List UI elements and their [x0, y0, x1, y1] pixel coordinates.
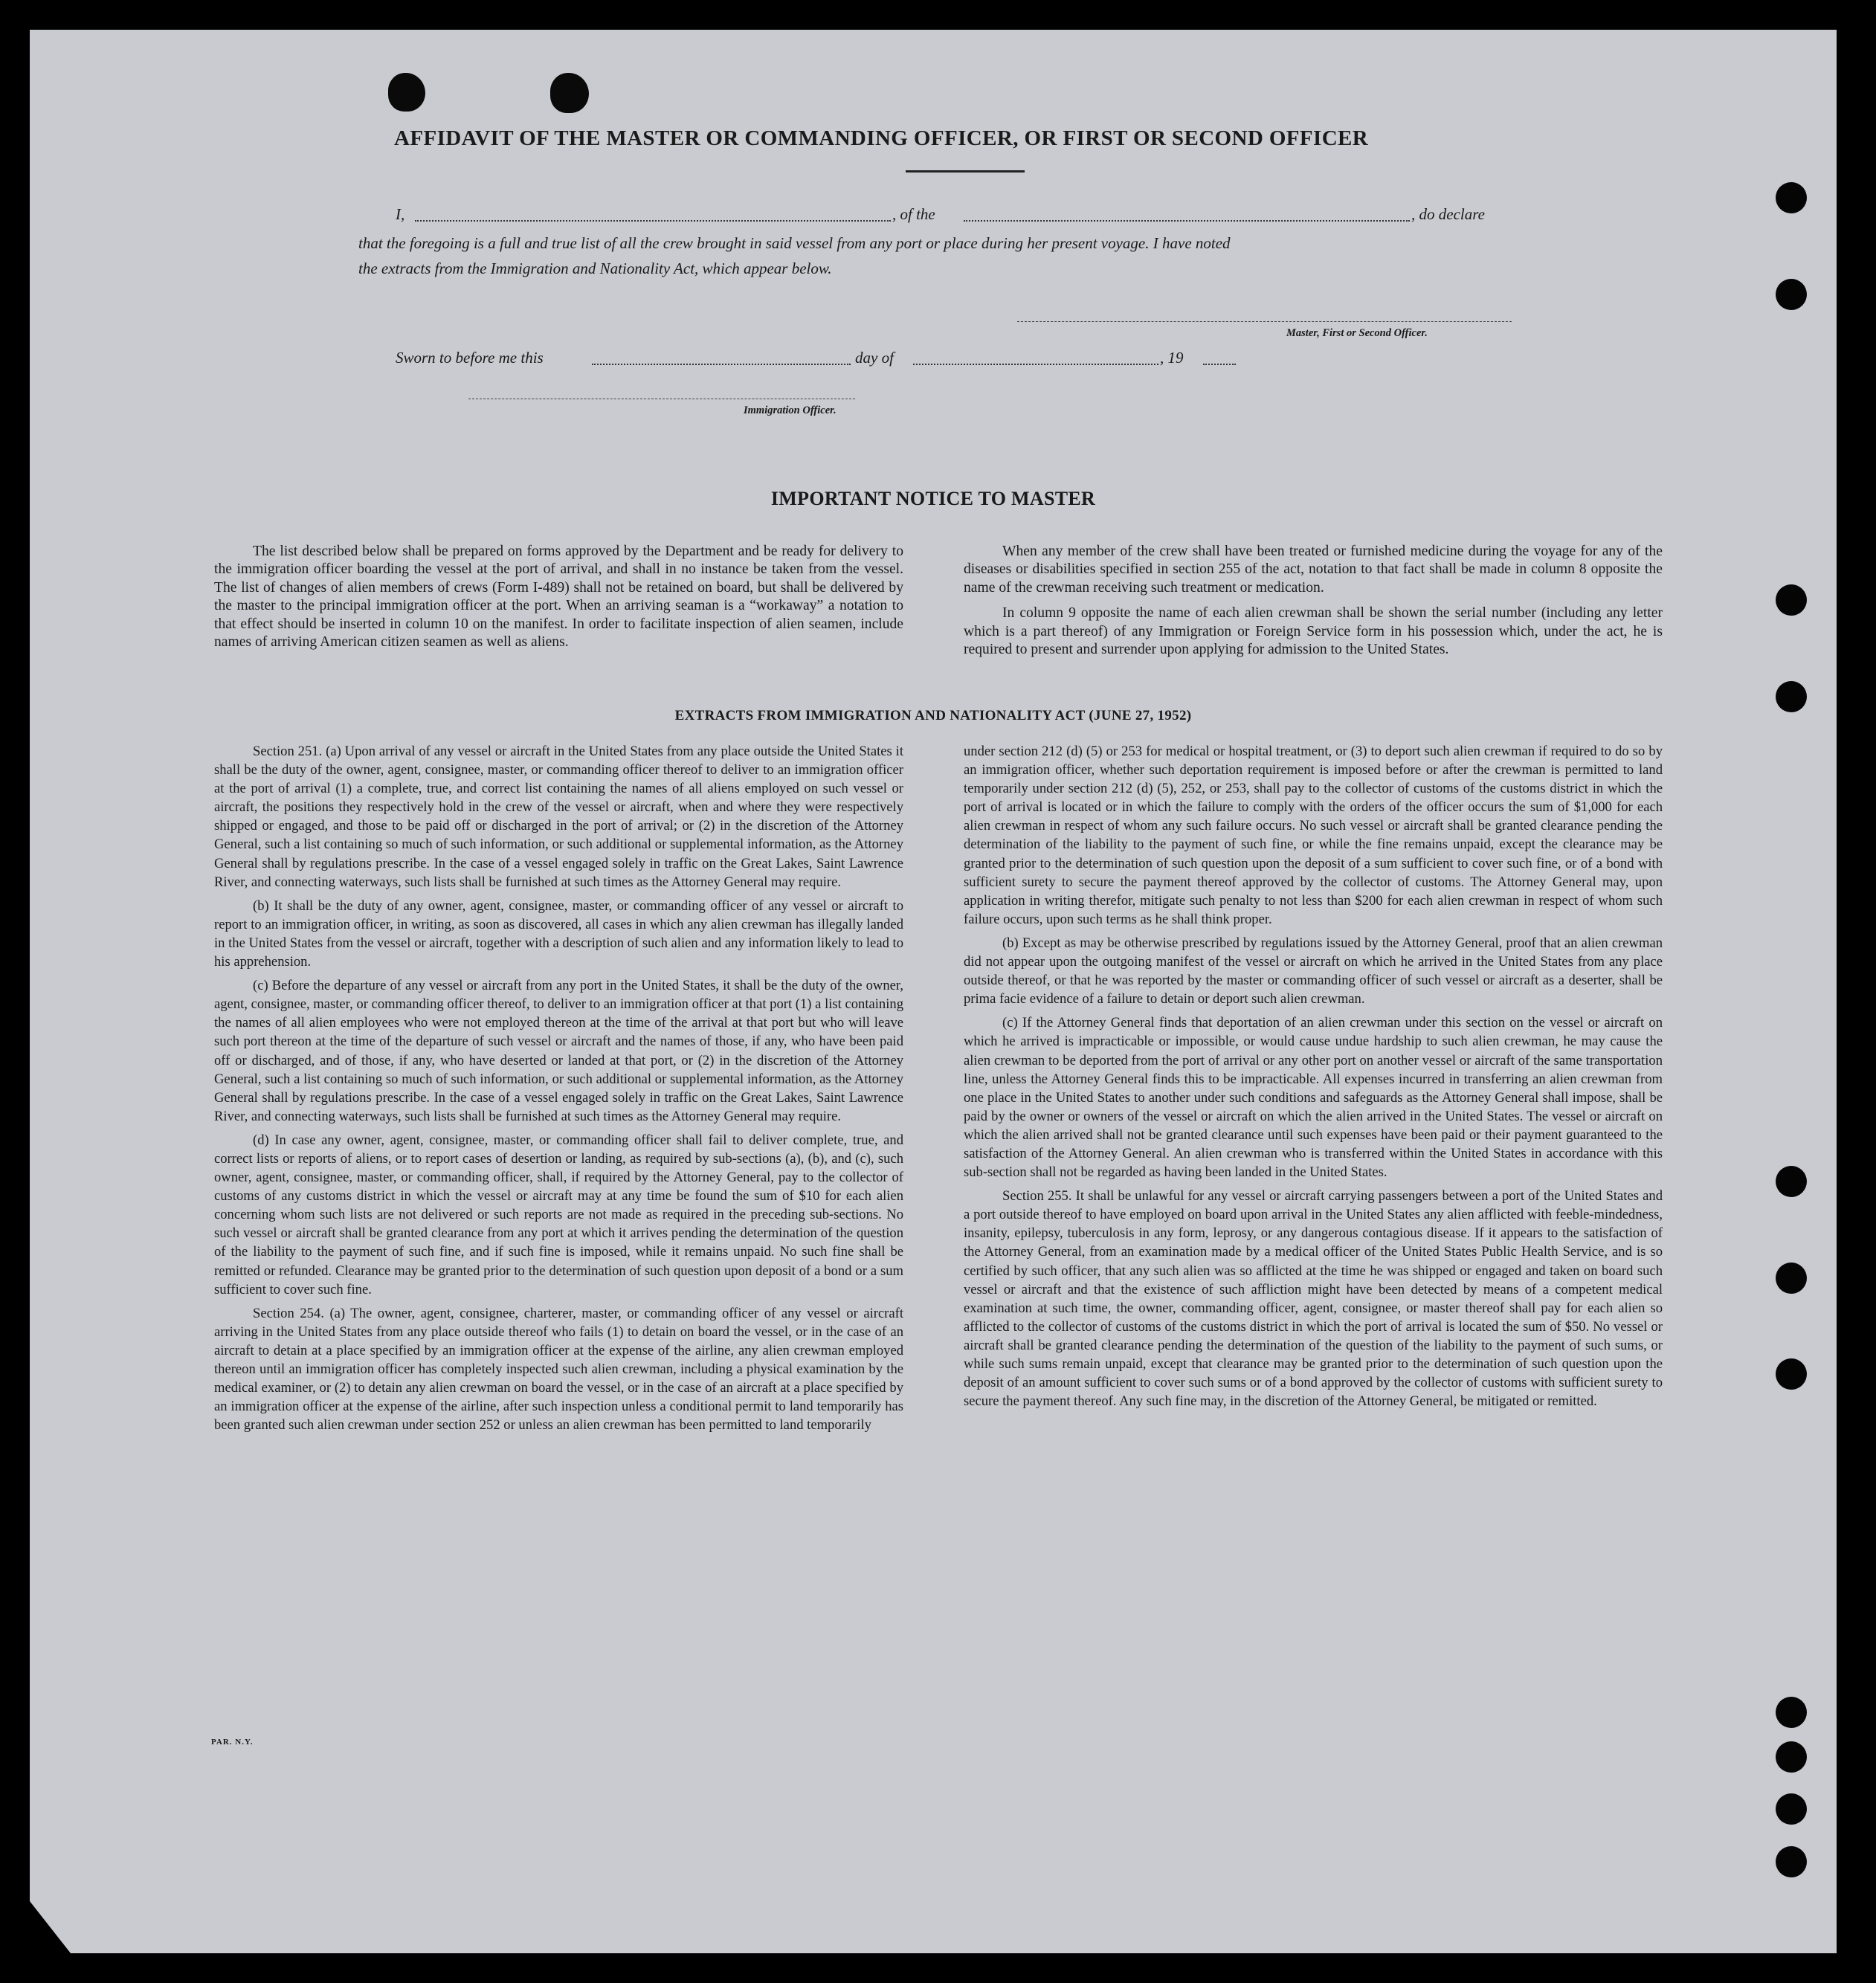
notice-right-paragraph-1: When any member of the crew shall have been treated or furnished medicine during the voyage for any of the diseases or disabilities specified in section 255 of the act, notation to that fact shall be made in column 8 opposite the name of the crewman receiving such treatment or medication.: [964, 544, 1663, 596]
binder-hole: [1776, 681, 1807, 712]
extracts-title: EXTRACTS FROM IMMIGRATION AND NATIONALITY ACT (JUNE 27, 1952): [674, 708, 1192, 723]
punch-blot-left: [388, 73, 425, 112]
document-page: [30, 30, 1837, 1953]
printer-mark: PAR. N.Y.: [211, 1738, 254, 1747]
binder-hole: [1776, 1263, 1807, 1294]
notice-right-column: [964, 543, 1663, 666]
section-251-d: (d) In case any owner, agent, consignee, master, or commanding officer shall fail to deliver complete, true, and correct lists or reports of aliens, or to report cases of desertion or landing, as required by sub-sections (a), (b), and (c), such owner, agent, consignee, master, or commanding officer, shall, if required by the Attorney General, pay to the collector of customs of any customs district in which the vessel or aircraft may at any time be found the sum of $10 for each alien concerning whom such lists are not delivered or such reports are not made as required in the preceding sub-sections. No such vessel or aircraft shall be granted clearance from any port at which it arrives pending the determination of the question of the liability to the payment of such fine, and if such fine is imposed, while it remains unpaid. No such fine shall be remitted or refunded. Clearance may be granted prior to the determination of such question upon deposit of a bond or a sum sufficient to cover such fine.: [214, 1132, 903, 1297]
binder-hole: [1776, 1741, 1807, 1773]
notice-right-paragraph-2: In column 9 opposite the name of each alien crewman shall be shown the serial number (including any letter which is a part thereof) of any Immigration or Foreign Service form in his possession which, under the act, he is required to present and surrender upon applying for admission to the United States.: [964, 605, 1663, 658]
notice-title: IMPORTANT NOTICE TO MASTER: [770, 488, 1096, 509]
punch-blot-right: [550, 73, 589, 113]
section-251-a: Section 251. (a) Upon arrival of any vessel or aircraft in the United States from any place outside the United States it shall be the duty of the owner, agent, consignee, master, or commanding officer thereof to deliver to an immigration officer at the port of arrival (1) a complete, true, and correct list containing the names of all aliens employed on such vessel or aircraft, the positions they respectively hold in the crew of the vessel or aircraft, when and where they were respectively shipped or engaged, and those to be paid off or discharged in the port of arrival; or (2) in the discretion of the Attorney General, such a list containing so much of such information, or such additional or supplemental information, as the Attorney General shall by regulations prescribe. In the case of a vessel engaged solely in traffic on the Great Lakes, Saint Lawrence River, and connecting waterways, such lists shall be furnished at such times as the Attorney General may require.: [214, 744, 903, 890]
master-signature-caption: Master, First or Second Officer.: [1286, 327, 1428, 339]
officer-signature-caption: Immigration Officer.: [744, 404, 837, 416]
binder-hole: [1776, 1793, 1807, 1825]
binder-hole: [1776, 1846, 1807, 1877]
vessel-name-field[interactable]: [964, 220, 1410, 222]
do-declare-label: , do declare: [1411, 205, 1485, 223]
section-254-c: (c) If the Attorney General finds that deportation of an alien crewman under this section on the vessel or aircraft on which he arrived is impracticable or impossible, or would cause undue hardship to such alien crewman, he may cause the alien crewman to be deported from the port of arrival or any other port on another vessel or aircraft of the same transportation line, unless the Attorney General finds this to be impracticable. All expenses incurred in transferring an alien crewman from one place in the United States to another under such conditions and safeguards as the Attorney General shall impose, shall be paid by the owner or owners of the vessel or aircraft on which the alien arrived in the United States. The vessel or aircraft on which the alien arrived shall not be granted clearance until such expenses have been paid or their payment guaranteed to the satisfaction of the Attorney General. An alien crewman who is transferred within the United States in accordance with this sub-section shall not be regarded as having been landed in the United States.: [964, 1015, 1663, 1181]
binder-hole: [1776, 279, 1807, 310]
notice-left-column: [214, 543, 903, 659]
binder-hole: [1776, 1358, 1807, 1390]
sworn-month-field[interactable]: [913, 364, 1158, 365]
sworn-day-field[interactable]: [592, 364, 851, 365]
declaration-line-2: the extracts from the Immigration and Nationality Act, which appear below.: [358, 259, 832, 277]
declarant-label: I,: [396, 205, 405, 223]
section-254-b: (b) Except as may be otherwise prescribed by regulations issued by the Attorney General, proof that an alien crewman did not appear upon the outgoing manifest of the vessel or aircraft on which he arrived in the United States from any place outside thereof, or that he was reported by the master or commanding officer of such vessel or aircraft as a deserter, shall be prima facie evidence of a failure to detain or deport such alien crewman.: [964, 935, 1663, 1007]
declarant-name-field[interactable]: [415, 220, 891, 222]
binder-hole: [1776, 182, 1807, 213]
section-254-a-continued: under section 212 (d) (5) or 253 for medical or hospital treatment, or (3) to deport such alien crewman if required to do so by an immigration officer, whether such deportation requirement is imposed before or after the crewman is permitted to land temporarily under section 212 (d) (5), 252, or 253, shall pay to the collector of customs of the customs district in which the port of arrival is located or in which the failure to comply with the orders of the officer occurs the sum of $1,000 for each alien crewman in respect of whom any such failure occurs. No such vessel or aircraft shall be granted clearance pending the determination of the liability to the payment of such fine, or while the fine remains unpaid, except the clearance may be granted prior to the determination of such question upon the deposit of a sum sufficient to cover such fine, or of a bond with sufficient surety to secure the payment thereof approved by the collector of customs. The Attorney General may, upon application in writing therefor, mitigate such penalty to not less than $200 for each alien crewman in respect of whom such failure occurs, upon such terms as he shall think proper.: [964, 744, 1663, 927]
declaration-line-1: that the foregoing is a full and true list of all the crew brought in said vessel from any port or place during her present voyage. I have noted: [358, 234, 1231, 252]
affidavit-title: AFFIDAVIT OF THE MASTER OR COMMANDING OFFICER, OR FIRST OR SECOND OFFICER: [394, 126, 1369, 150]
title-rule: [906, 170, 1025, 172]
master-signature-line[interactable]: [1017, 321, 1512, 322]
binder-hole: [1776, 584, 1807, 616]
extracts-right-column: [964, 742, 1663, 1416]
binder-hole: [1776, 1166, 1807, 1197]
notice-left-paragraph: The list described below shall be prepared on forms approved by the Department and be ready for delivery to the immigration officer boarding the vessel at the port of arrival, and shall in no instance be taken from the vessel. The list of changes of alien members of crews (Form I-489) shall not be retained on board, but shall be delivered by the master to the principal immigration officer at the port. When an arriving seaman is a “workaway” a notation to that effect should be inserted in column 10 on the manifest. In order to facilitate inspection of alien seamen, include names of arriving American citizen seamen as well as aliens.: [214, 544, 903, 651]
section-251-c: (c) Before the departure of any vessel or aircraft from any port in the United States, it shall be the duty of the owner, agent, consignee, master, or commanding officer thereof, to deliver to an immigration officer at that port (1) a list containing the names of all alien employees who were not employed thereon at the time of the arrival at that port but who will leave such port thereon at the time of the departure of such vessel or aircraft and the names of those, if any, who have been paid off or discharged, and of those, if any, who have deserted or landed at that port, or (2) in the discretion of the Attorney General, such a list containing so much of such information, or such additional or supplemental information, as the Attorney General shall by regulations prescribe. In the case of a vessel engaged solely in traffic on the Great Lakes, Saint Lawrence River, and connecting waterways, such lists shall be furnished at such times as the Attorney General may require.: [214, 978, 903, 1124]
sworn-year-field[interactable]: [1203, 364, 1236, 365]
section-254-a: Section 254. (a) The owner, agent, consignee, charterer, master, or commanding officer of any vessel or aircraft arriving in the United States from any place outside thereof who fails (1) to detain on board the vessel, or in the case of an aircraft to detain at a place specified by an immigration officer at the expense of the airline, any alien crewman employed thereon until an immigration officer has completely inspected such alien crewman, including a physical examination by the medical examiner, or (2) to detain any alien crewman on board the vessel, or in the case of an aircraft at a place specified by an immigration officer at the expense of the airline, after such inspection unless a conditional permit to land temporarily has been granted such alien crewman under section 252 or unless an alien crewman has been permitted to land temporarily: [214, 1305, 903, 1434]
extracts-left-column: [214, 742, 903, 1439]
torn-corner: [30, 1901, 71, 1953]
sworn-label: Sworn to before me this: [396, 349, 544, 367]
section-251-b: (b) It shall be the duty of any owner, agent, consignee, master, or commanding officer of any vessel or aircraft to report to an immigration officer, in writing, as soon as discovered, all cases in which any alien crewman has illegally landed in the United States from the vessel or aircraft, together with a description of such alien and any information likely to lead to his apprehension.: [214, 897, 903, 970]
year-label: , 19: [1160, 349, 1184, 367]
section-255: Section 255. It shall be unlawful for any vessel or aircraft carrying passengers between a port of the United States and a port outside thereof to have employed on board upon arrival in the United States any alien afflicted with feeble-mindedness, insanity, epilepsy, tuberculosis in any form, leprosy, or any dangerous contagious disease. If it appears to the satisfaction of the Attorney General, from an examination made by a medical officer of the United States Public Health Service, and is so certified by such officer, that any such alien was so afflicted at the time he was shipped or engaged and taken on board such vessel or aircraft and that the existence of such affliction might have been detected by means of a competent medical examination at such time, the owner, commanding officer, agent, consignee, or master thereof shall pay for each alien so afflicted to the collector of customs of the customs district in which the port of arrival is located the sum of $50. No vessel or aircraft shall be granted clearance pending the determination of the question of the liability to the payment of such sums, or while such sums remain unpaid, except that clearance may be granted prior to the determination of such question upon the deposit of an amount sufficient to cover such sums or of a bond approved by the collector of customs with sufficient surety to secure the payment thereof. Any such fine may, in the discretion of the Attorney General, be mitigated or remitted.: [964, 1188, 1663, 1410]
of-the-label: , of the: [892, 205, 935, 223]
day-of-label: day of: [855, 349, 894, 367]
binder-hole: [1776, 1697, 1807, 1728]
